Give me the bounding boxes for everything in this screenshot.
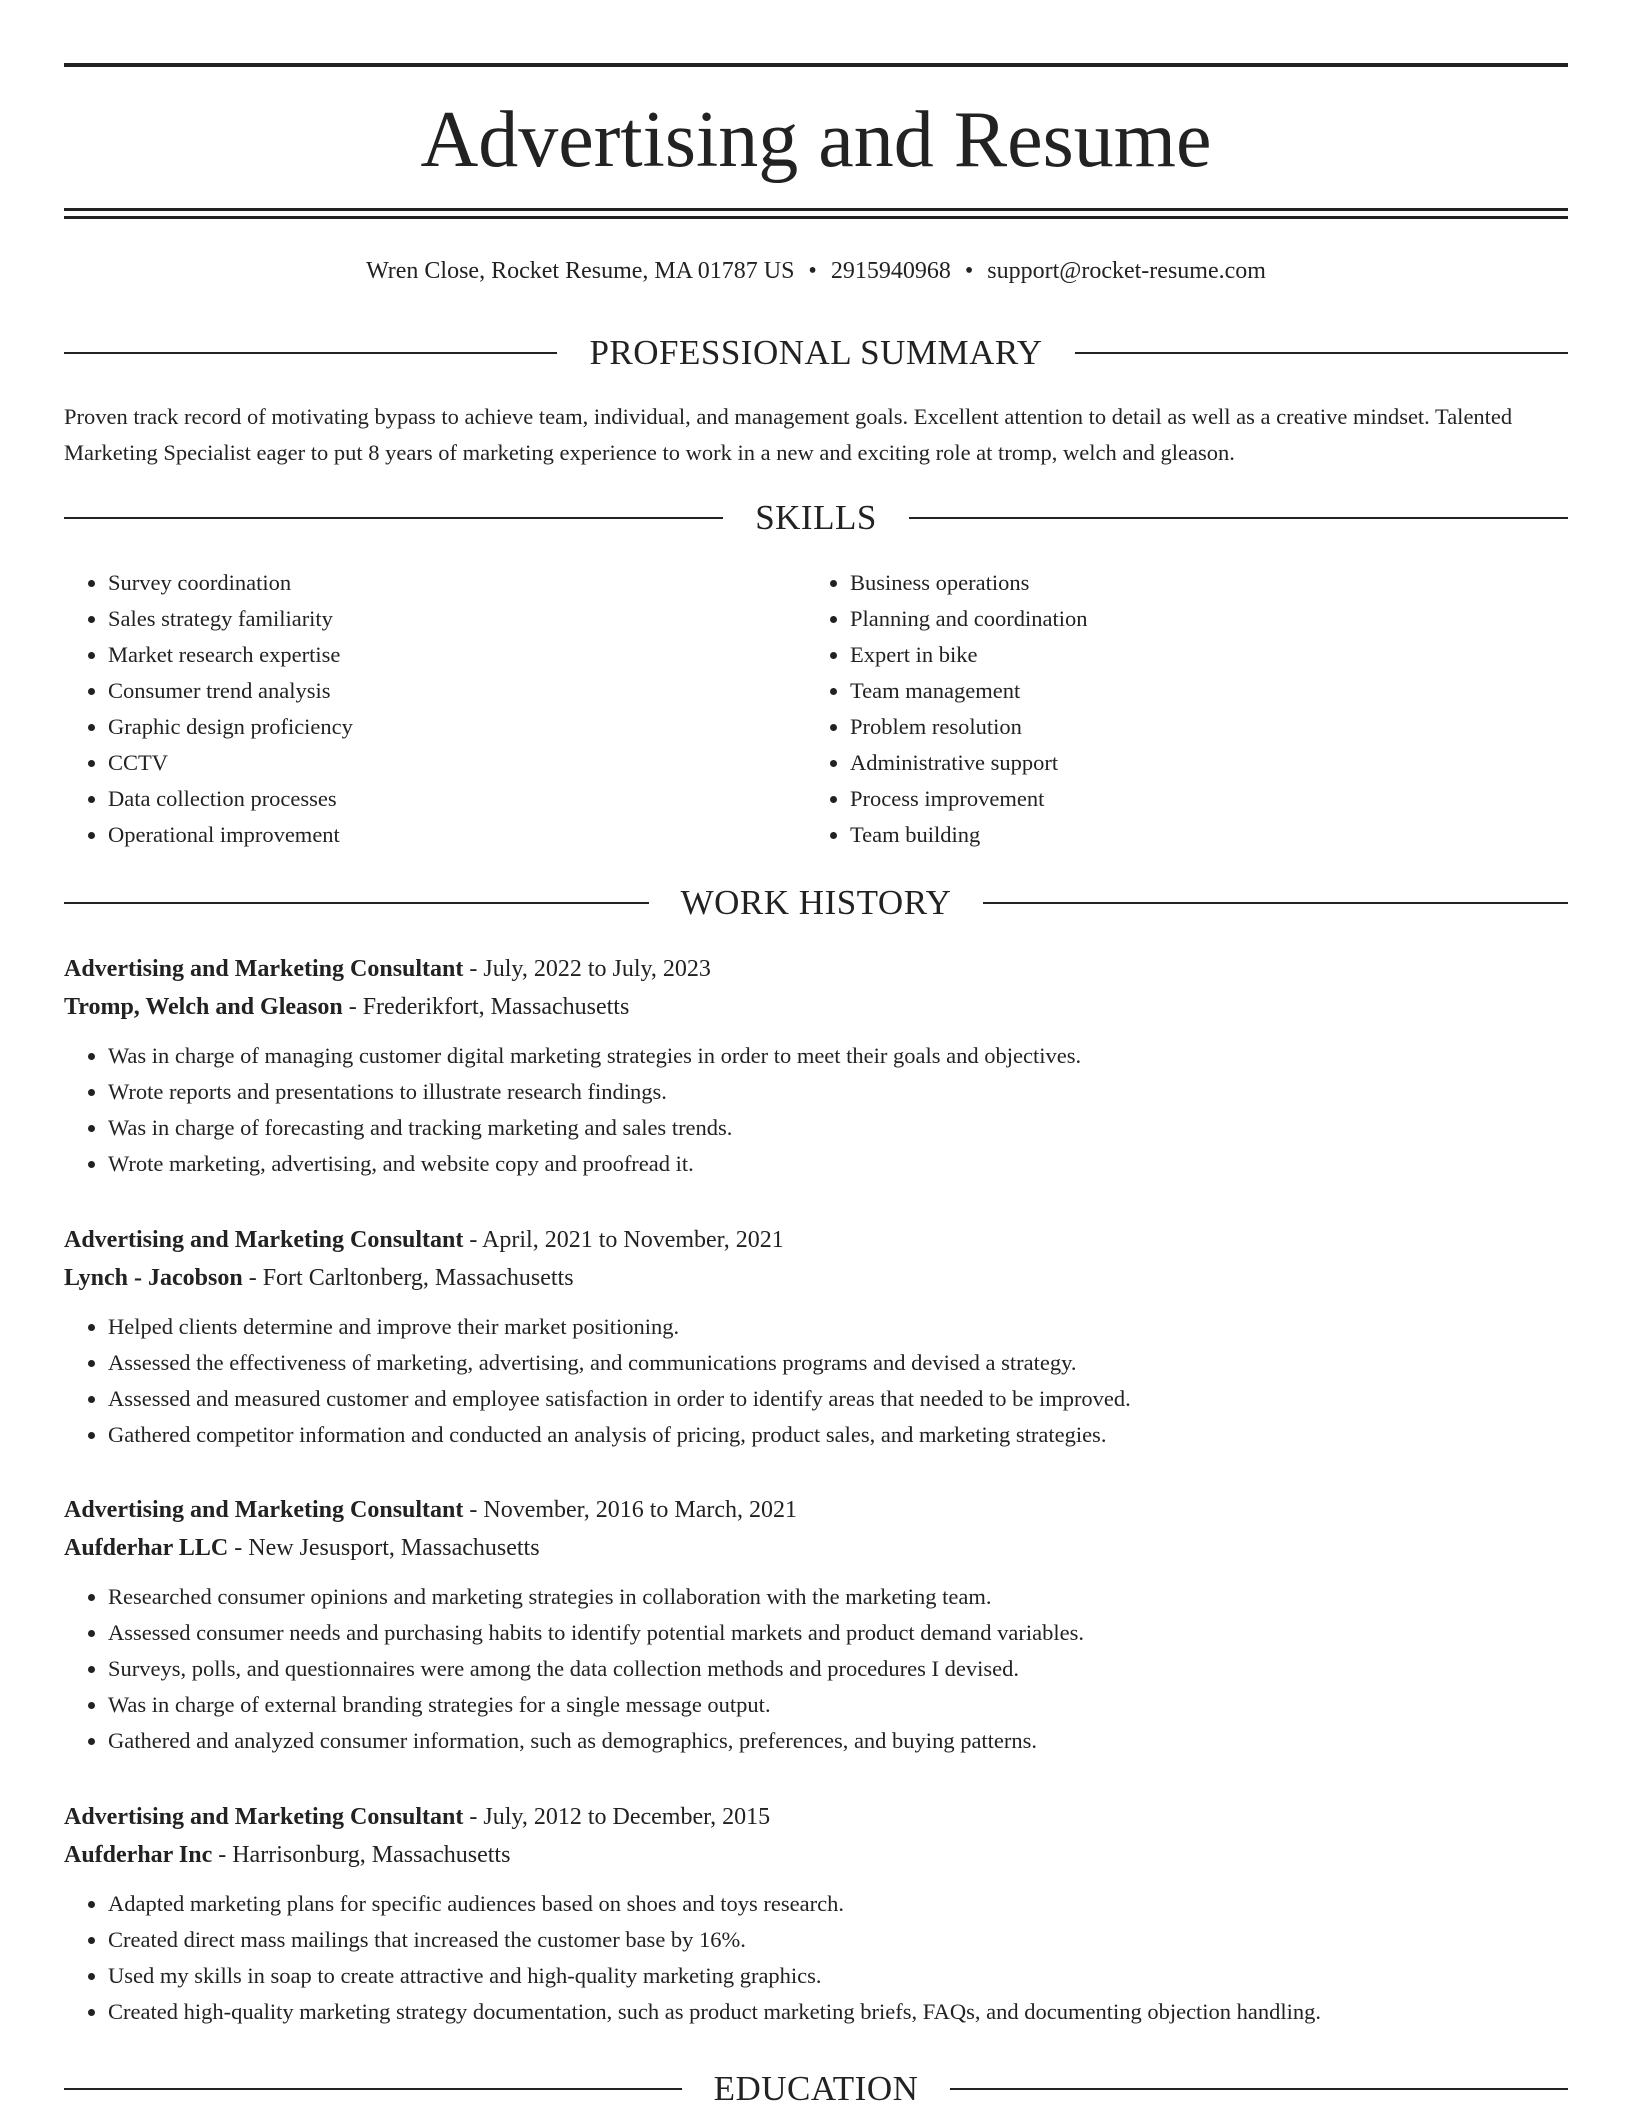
skill-item: • Process improvement: [850, 781, 1548, 817]
header-top-rule: [64, 63, 1568, 67]
job-dates: - July, 2022 to July, 2023: [469, 956, 711, 982]
section-title: EDUCATION: [713, 2069, 919, 2108]
heading-rule: [64, 2088, 682, 2090]
job-bullet: • Created high-quality marketing strategy documentation, such as product marketing briefs, FAQs, and documenting objection handling.: [108, 1994, 1568, 2030]
header-bottom-rule-double: [64, 216, 1568, 219]
job-title: Advertising and Marketing Consultant: [64, 1227, 464, 1253]
heading-rule: [909, 517, 1568, 519]
job-bullet: • Researched consumer opinions and marketing strategies in collaboration with the marketing team.: [108, 1579, 1568, 1615]
job-dates: - April, 2021 to November, 2021: [469, 1227, 784, 1253]
job-bullet: • Gathered competitor information and conducted an analysis of pricing, product sales, and marketing strategies.: [108, 1417, 1568, 1453]
job-title: Advertising and Marketing Consultant: [64, 956, 464, 982]
skill-item: • Graphic design proficiency: [108, 709, 806, 745]
heading-rule: [1075, 352, 1568, 354]
skills-list: [64, 565, 1568, 853]
resume-title: Advertising and Resume: [420, 96, 1212, 184]
job-company-line: [64, 1836, 1568, 1874]
job-title-line: [64, 1221, 1568, 1259]
job-bullet: • Wrote marketing, advertising, and website copy and proofread it.: [108, 1146, 1568, 1182]
job-title: Advertising and Marketing Consultant: [64, 1804, 464, 1830]
section-title: WORK HISTORY: [680, 883, 952, 922]
job-bullet: • Helped clients determine and improve their market positioning.: [108, 1309, 1568, 1345]
job-bullets: [64, 1038, 1568, 1182]
job-dates: - July, 2012 to December, 2015: [469, 1804, 771, 1830]
section-title: PROFESSIONAL SUMMARY: [589, 333, 1043, 372]
skill-item: • Business operations: [850, 565, 1548, 601]
job-company-line: [64, 988, 1568, 1026]
heading-rule: [64, 902, 649, 904]
job-title-line: [64, 1491, 1568, 1529]
section-heading-summary: [64, 331, 1568, 375]
job-dates: - November, 2016 to March, 2021: [469, 1497, 798, 1523]
work-entry: [64, 950, 1568, 1182]
job-bullet: • Created direct mass mailings that increased the customer base by 16%.: [108, 1922, 1568, 1958]
heading-rule: [983, 902, 1568, 904]
job-bullet: • Adapted marketing plans for specific audiences based on shoes and toys research.: [108, 1886, 1568, 1922]
job-bullet: • Was in charge of external branding strategies for a single message output.: [108, 1687, 1568, 1723]
skill-item: • Consumer trend analysis: [108, 673, 806, 709]
section-title: SKILLS: [755, 498, 877, 537]
job-company-line: [64, 1529, 1568, 1567]
contact-line: [64, 253, 1568, 289]
section-heading-work: [64, 881, 1568, 925]
skill-item: • CCTV: [108, 745, 806, 781]
job-location: - Fort Carltonberg, Massachusetts: [248, 1265, 574, 1291]
skill-item: • Operational improvement: [108, 817, 806, 853]
skill-item: • Expert in bike: [850, 637, 1548, 673]
job-bullet: • Used my skills in soap to create attractive and high-quality marketing graphics.: [108, 1958, 1568, 1994]
skill-item: • Sales strategy familiarity: [108, 601, 806, 637]
job-bullet: • Assessed the effectiveness of marketing, advertising, and communications programs and devised a strategy.: [108, 1345, 1568, 1381]
skill-item: • Planning and coordination: [850, 601, 1548, 637]
job-bullet: • Gathered and analyzed consumer information, such as demographics, preferences, and buying patterns.: [108, 1723, 1568, 1759]
contact-email: support@rocket-resume.com: [987, 258, 1266, 284]
section-heading-education: [64, 2067, 1568, 2111]
contact-phone: 2915940968: [830, 258, 951, 284]
job-bullets: [64, 1309, 1568, 1453]
job-company: Tromp, Welch and Gleason: [64, 994, 343, 1020]
job-company: Aufderhar LLC: [64, 1535, 229, 1561]
job-title-line: [64, 950, 1568, 988]
job-company: Lynch - Jacobson: [64, 1265, 243, 1291]
job-bullet: • Assessed consumer needs and purchasing habits to identify potential markets and product demand variables.: [108, 1615, 1568, 1651]
skill-item: • Market research expertise: [108, 637, 806, 673]
job-location: - Frederikfort, Massachusetts: [348, 994, 630, 1020]
skills-column-right: [806, 565, 1548, 853]
job-bullet: • Assessed and measured customer and employee satisfaction in order to identify areas that needed to be improved.: [108, 1381, 1568, 1417]
job-title: Advertising and Marketing Consultant: [64, 1497, 464, 1523]
job-location: - Harrisonburg, Massachusetts: [218, 1842, 511, 1868]
skills-column-left: [64, 565, 806, 853]
section-heading-skills: [64, 496, 1568, 540]
job-bullet: • Was in charge of managing customer digital marketing strategies in order to meet their goals and objectives.: [108, 1038, 1568, 1074]
job-bullet: • Was in charge of forecasting and tracking marketing and sales trends.: [108, 1110, 1568, 1146]
contact-separator: •: [808, 258, 817, 284]
heading-rule: [64, 352, 557, 354]
job-bullets: [64, 1886, 1568, 2030]
job-title-line: [64, 1798, 1568, 1836]
skill-item: • Administrative support: [850, 745, 1548, 781]
job-company: Aufderhar Inc: [64, 1842, 213, 1868]
job-bullets: [64, 1579, 1568, 1759]
skill-item: • Team management: [850, 673, 1548, 709]
summary-text: Proven track record of motivating bypass to achieve team, individual, and management goals. Excellent attention to detail as well as a creative mindset. Talented Marketing Specialist eager to put 8 years of marketing experience to work in a new and exciting role at tromp, welch and gleason.: [64, 404, 1513, 465]
heading-rule: [64, 517, 723, 519]
heading-rule: [950, 2088, 1568, 2090]
work-entry: [64, 1798, 1568, 2030]
skill-item: • Team building: [850, 817, 1548, 853]
skill-item: • Data collection processes: [108, 781, 806, 817]
job-location: - New Jesusport, Massachusetts: [234, 1535, 540, 1561]
work-entry: [64, 1491, 1568, 1759]
skill-item: • Problem resolution: [850, 709, 1548, 745]
contact-address: Wren Close, Rocket Resume, MA 01787 US: [366, 258, 795, 284]
job-company-line: [64, 1259, 1568, 1297]
contact-separator: •: [964, 258, 974, 284]
header-bottom-rule: [64, 208, 1568, 211]
work-entry: [64, 1221, 1568, 1453]
job-bullet: • Surveys, polls, and questionnaires were among the data collection methods and procedures I devised.: [108, 1651, 1568, 1687]
job-bullet: • Wrote reports and presentations to illustrate research findings.: [108, 1074, 1568, 1110]
skill-item: • Survey coordination: [108, 565, 806, 601]
